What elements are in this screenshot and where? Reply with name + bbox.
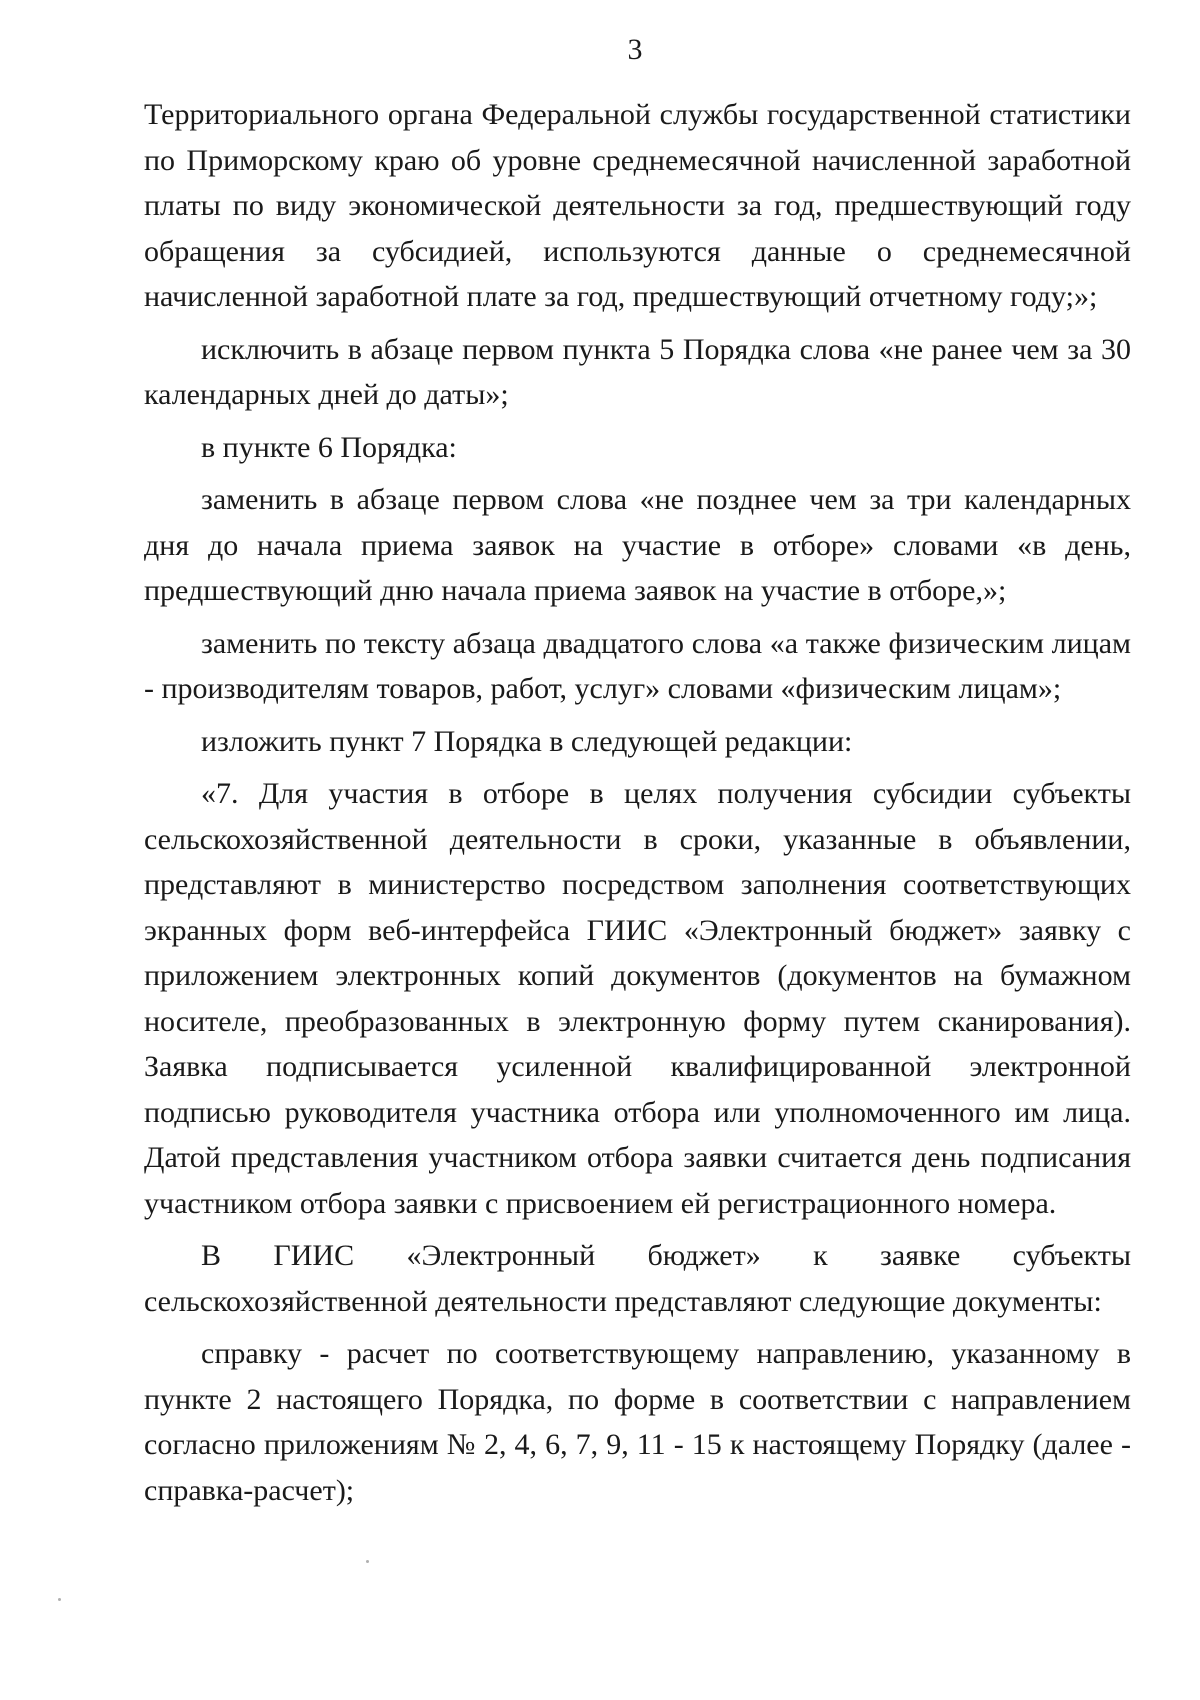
paragraph-item-7-intro: изложить пункт 7 Порядка в следующей редакции: xyxy=(201,724,853,758)
paragraph-calculation-certificate: справку - расчет по соответствующему направлению, указанному в пункте 2 настоящего Порядка, по форме в соответствии с направлением согласно приложениям № 2, 4, 6, 7, 9, 11 - 15 к настоящему Порядку (далее - справка-расчет); xyxy=(144,1337,1131,1507)
paragraph-replace-twentieth-abzac: заменить по тексту абзаца двадцатого слова «а также физическим лицам - производителям товаров, работ, услуг» словами «физическим лицам»; xyxy=(144,626,1131,705)
paragraph-item-7-text: «7. Для участия в отборе в целях получения субсидии субъекты сельскохозяйственной деятельности в сроки, указанные в объявлении, представляют в министерство посредством заполнения соответствующих экранных форм веб-интерфейса ГИИС «Электронный бюджет» заявку с приложением электронных копий документов (документов на бумажном носителе, преобразованных в электронную форму путем сканирования). Заявка подписывается усиленной квалифицированной электронной подписью руководителя участника отбора или уполномоченного им лица. Датой представления участником отбора заявки считается день подписания участником отбора заявки с присвоением ей регистрационного номера. xyxy=(144,777,1131,1220)
paragraph-statistics-data: Территориального органа Федеральной службы государственной статистики по Приморскому краю об уровне среднемесячной начисленной заработной платы по виду экономической деятельности за год, предшествующий году обращения за субсидией, используются данные о среднемесячной начисленной заработной плате за год, предшествующий отчетному году;»; xyxy=(144,98,1131,313)
paragraph-documents-list-intro: В ГИИС «Электронный бюджет» к заявке субъекты сельскохозяйственной деятельности представляют следующие документы: xyxy=(144,1239,1131,1318)
scan-artifact-dot xyxy=(58,1598,61,1601)
paragraph-replace-first-abzac: заменить в абзаце первом слова «не позднее чем за три календарных дня до начала приема заявок на участие в отборе» словами «в день, предшествующий дню начала приема заявок на участие в отборе,»; xyxy=(144,483,1131,607)
document-body xyxy=(144,92,1131,1520)
paragraph-item-6-heading: в пункте 6 Порядка: xyxy=(201,430,457,464)
paragraph-exclude-item-5: исключить в абзаце первом пункта 5 Порядка слова «не ранее чем за 30 календарных дней до даты»; xyxy=(144,332,1131,411)
page-number: 3 xyxy=(627,33,643,66)
scan-artifact-dot xyxy=(366,1560,369,1563)
